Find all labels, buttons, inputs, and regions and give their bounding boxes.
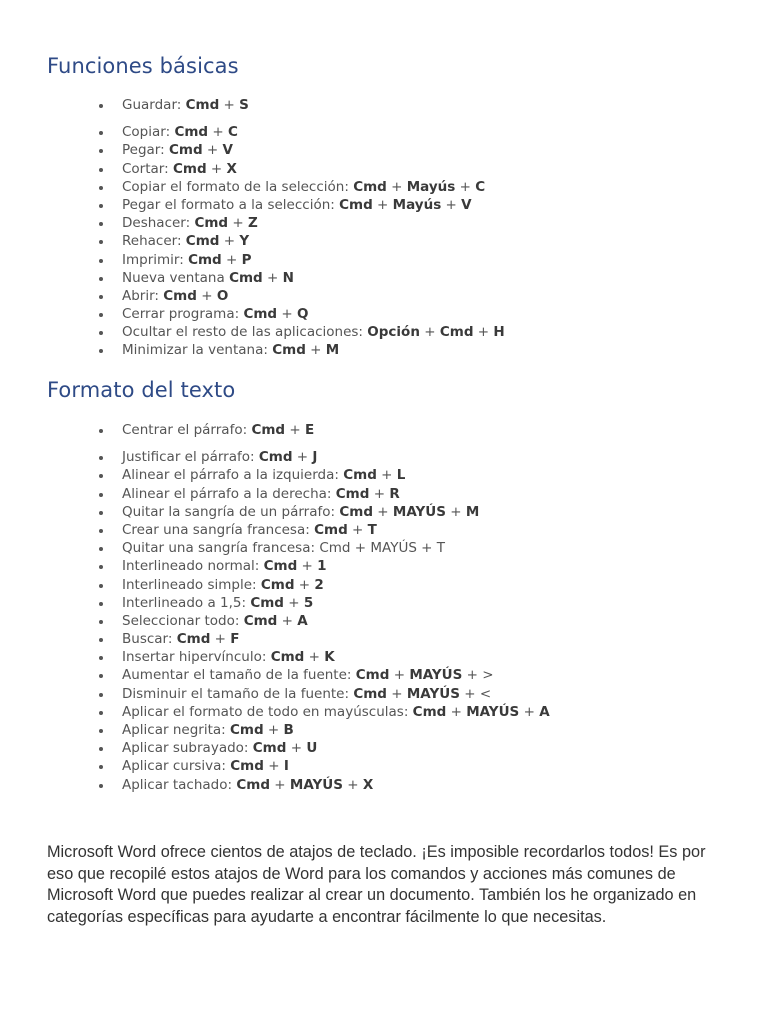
shortcut-key: Y: [239, 233, 250, 250]
shortcut-label: Justificar el párrafo:: [122, 449, 255, 466]
shortcut-item: [0, 466, 550, 484]
shortcut-key: R: [389, 485, 400, 502]
shortcut-key: F: [230, 631, 240, 648]
shortcut-label: Cortar:: [122, 160, 169, 177]
shortcut-item: [0, 757, 550, 775]
shortcut-label: Interlineado normal:: [122, 558, 260, 575]
shortcut-list-text-format: [0, 421, 550, 794]
shortcut-key: X: [226, 160, 237, 177]
shortcut-label: Ocultar el resto de las aplicaciones:: [122, 324, 363, 341]
shortcut-key: X: [362, 776, 374, 793]
shortcut-key: Cmd: [185, 233, 220, 250]
shortcut-label: Abrir:: [122, 287, 159, 304]
shortcut-plus: +: [372, 196, 393, 213]
shortcut-plus: +: [294, 576, 315, 593]
shortcut-item: [0, 160, 505, 178]
shortcut-plus: + >: [462, 667, 494, 684]
shortcut-plus: +: [347, 521, 368, 538]
shortcut-item: [0, 232, 505, 250]
shortcut-label: Rehacer:: [122, 233, 182, 250]
shortcut-label: Quitar la sangría de un párrafo:: [122, 503, 336, 520]
shortcut-key: L: [396, 467, 406, 484]
shortcut-key: 1: [317, 558, 327, 575]
shortcut-key: Cmd: [343, 467, 377, 484]
shortcut-item: [0, 448, 550, 466]
shortcut-key: Cmd: [230, 722, 264, 738]
shortcut-key: Cmd: [270, 649, 305, 666]
shortcut-key: T: [367, 521, 377, 538]
shortcut-key: E: [304, 422, 315, 438]
shortcut-key: Z: [248, 215, 258, 232]
shortcut-item: [0, 685, 550, 703]
shortcut-key: M: [465, 503, 480, 520]
shortcut-plus: +: [519, 703, 540, 720]
shortcut-key: M: [325, 342, 340, 359]
shortcut-plus: +: [419, 324, 440, 341]
shortcut-label: Alinear el párrafo a la izquierda:: [122, 467, 339, 484]
shortcut-key: Cmd: [163, 287, 197, 304]
shortcut-key: S: [239, 97, 249, 113]
shortcut-key: MAYÚS: [466, 703, 520, 720]
shortcut-key: Cmd: [260, 576, 295, 593]
shortcut-key: 5: [303, 594, 314, 611]
shortcut-plus: +: [221, 251, 242, 268]
shortcut-key: Q: [297, 306, 309, 323]
shortcut-key: Opción: [367, 324, 420, 341]
shortcut-label: Copiar:: [122, 124, 171, 141]
shortcut-label: Crear una sangría francesa:: [122, 521, 310, 538]
shortcut-key: Mayús: [392, 196, 442, 213]
shortcut-key: B: [283, 722, 294, 738]
shortcut-key: J: [312, 449, 318, 466]
shortcut-plus: +: [262, 269, 283, 286]
shortcut-item: [0, 721, 550, 739]
shortcut-label: Aplicar el formato de todo en mayúsculas:: [122, 703, 409, 720]
shortcut-label: Cerrar programa:: [122, 306, 240, 323]
shortcut-key: Cmd: [236, 776, 270, 793]
section-heading-basic-functions: Funciones básicas: [47, 54, 239, 78]
shortcut-label: Imprimir:: [122, 251, 184, 268]
shortcut-item: [0, 485, 550, 503]
shortcut-key: Cmd: [439, 324, 474, 341]
shortcut-label: Nueva ventana: [122, 269, 225, 286]
shortcut-item: [0, 594, 550, 612]
shortcut-item: [0, 178, 505, 196]
shortcut-key: Cmd: [230, 758, 264, 775]
shortcut-label: Copiar el formato de la selección:: [122, 178, 349, 195]
shortcut-item: [0, 269, 505, 287]
shortcut-key: H: [493, 324, 505, 341]
shortcut-label: Aplicar tachado:: [122, 776, 233, 793]
shortcut-key: Cmd: [339, 196, 373, 213]
shortcut-plus: +: [277, 306, 297, 323]
shortcut-key: C: [475, 178, 486, 195]
shortcut-label: Deshacer:: [122, 215, 191, 232]
shortcut-plus: +: [208, 124, 228, 141]
shortcut-item: [0, 305, 505, 323]
shortcut-label: Aplicar negrita:: [122, 722, 226, 738]
shortcut-key: 2: [314, 576, 324, 593]
shortcut-key: Cmd: [353, 178, 387, 195]
shortcut-key: Cmd: [250, 594, 284, 611]
shortcut-plus: +: [441, 196, 462, 213]
shortcut-item: [0, 521, 550, 539]
shortcut-key: MAYÚS: [409, 667, 463, 684]
shortcut-item: [0, 776, 550, 794]
shortcut-key: Cmd: [194, 215, 229, 232]
shortcut-plus: +: [283, 594, 304, 611]
shortcut-label: Centrar el párrafo:: [122, 422, 248, 438]
shortcut-item: [0, 214, 505, 232]
shortcut-key: K: [324, 649, 335, 666]
section-heading-text-format: Formato del texto: [47, 378, 236, 402]
shortcut-label: Aumentar el tamaño de la fuente:: [122, 667, 352, 684]
shortcut-item: [0, 576, 550, 594]
shortcut-label: Disminuir el tamaño de la fuente:: [122, 685, 350, 702]
shortcut-key: V: [461, 196, 472, 213]
shortcut-key: Cmd: [176, 631, 211, 648]
shortcut-label: Quitar una sangría francesa: Cmd + MAYÚS + T: [122, 540, 446, 557]
shortcut-key: Cmd: [243, 306, 278, 323]
shortcut-plus: +: [285, 422, 305, 438]
shortcut-item: [0, 557, 550, 575]
shortcut-key: MAYÚS: [392, 503, 446, 520]
shortcut-plus: +: [219, 97, 240, 113]
shortcut-key: Cmd: [355, 667, 390, 684]
shortcut-key: P: [241, 251, 252, 268]
shortcut-item: [0, 648, 550, 666]
shortcut-plus: +: [206, 160, 227, 177]
shortcut-item: [0, 739, 550, 757]
shortcut-key: A: [297, 612, 308, 629]
shortcut-plus: +: [286, 740, 307, 757]
shortcut-plus: +: [369, 485, 390, 502]
shortcut-key: Cmd: [272, 342, 306, 359]
shortcut-label: Alinear el párrafo a la derecha:: [122, 485, 332, 502]
shortcut-key: O: [216, 287, 229, 304]
shortcut-key: A: [539, 703, 550, 720]
shortcut-label: Pegar el formato a la selección:: [122, 196, 335, 213]
shortcut-key: Cmd: [263, 558, 298, 575]
shortcut-key: Cmd: [339, 503, 373, 520]
shortcut-plus: +: [263, 758, 284, 775]
shortcut-plus: + <: [459, 685, 492, 702]
shortcut-item: [0, 612, 550, 630]
shortcut-plus: +: [263, 722, 284, 738]
shortcut-plus: +: [202, 142, 223, 159]
shortcut-label: Interlineado simple:: [122, 576, 257, 593]
shortcut-plus: +: [228, 215, 248, 232]
shortcut-key: U: [306, 740, 318, 757]
shortcut-plus: +: [445, 503, 466, 520]
shortcut-plus: +: [269, 776, 290, 793]
shortcut-item: [0, 123, 505, 141]
shortcut-key: Cmd: [185, 97, 220, 113]
shortcut-key: Cmd: [229, 269, 263, 286]
shortcut-plus: +: [219, 233, 240, 250]
shortcut-label: Guardar:: [122, 97, 182, 113]
shortcut-label: Seleccionar todo:: [122, 612, 240, 629]
shortcut-item: [0, 251, 505, 269]
shortcut-key: Cmd: [335, 485, 370, 502]
shortcut-item: [0, 630, 550, 648]
shortcut-item: [0, 341, 505, 359]
shortcut-label: Aplicar subrayado:: [122, 740, 249, 757]
shortcut-plus: +: [305, 342, 326, 359]
shortcut-key: C: [227, 124, 238, 141]
shortcut-plus: +: [304, 649, 325, 666]
shortcut-item: [0, 421, 550, 439]
shortcut-item: [0, 287, 505, 305]
shortcut-key: Cmd: [412, 703, 447, 720]
shortcut-key: Cmd: [188, 251, 222, 268]
shortcut-label: Buscar:: [122, 631, 173, 648]
shortcut-plus: +: [196, 287, 217, 304]
shortcut-plus: +: [386, 685, 407, 702]
shortcut-plus: +: [376, 467, 397, 484]
shortcut-item: [0, 539, 550, 557]
shortcut-plus: +: [210, 631, 231, 648]
shortcut-label: Pegar:: [122, 142, 165, 159]
shortcut-label: Aplicar cursiva:: [122, 758, 226, 775]
shortcut-item: [0, 323, 505, 341]
shortcut-key: MAYÚS: [289, 776, 343, 793]
shortcut-key: Cmd: [172, 160, 207, 177]
intro-paragraph: Microsoft Word ofrece cientos de atajos de teclado. ¡Es imposible recordarlos todos! Es por eso que recopilé estos atajos de Word para los comandos y acciones más comunes de Microsoft Word que puedes realizar al crear un documento. También los he organizado en categorías específicas para ayudarte a encontrar fácilmente lo que necesitas.: [47, 843, 706, 926]
shortcut-label: Insertar hipervínculo:: [122, 649, 267, 666]
shortcut-key: Cmd: [168, 142, 203, 159]
shortcut-key: N: [282, 269, 294, 286]
shortcut-item: [0, 503, 550, 521]
shortcut-list-basic: [0, 96, 505, 360]
shortcut-item: [0, 196, 505, 214]
shortcut-label: Minimizar la ventana:: [122, 342, 268, 359]
shortcut-key: Mayús: [406, 178, 456, 195]
shortcut-item: [0, 666, 550, 684]
shortcut-key: Cmd: [258, 449, 293, 466]
shortcut-item: [0, 141, 505, 159]
shortcut-plus: +: [386, 178, 407, 195]
shortcut-key: Cmd: [174, 124, 209, 141]
shortcut-key: MAYÚS: [406, 685, 460, 702]
shortcut-item: [0, 96, 505, 114]
shortcut-plus: +: [297, 558, 318, 575]
shortcut-key: Cmd: [314, 521, 348, 538]
shortcut-plus: +: [455, 178, 476, 195]
shortcut-key: I: [283, 758, 289, 775]
shortcut-key: Cmd: [243, 612, 278, 629]
shortcut-key: Cmd: [353, 685, 387, 702]
shortcut-plus: +: [373, 503, 393, 520]
shortcut-plus: +: [446, 703, 467, 720]
shortcut-plus: +: [292, 449, 313, 466]
shortcut-key: V: [222, 142, 233, 159]
shortcut-plus: +: [342, 776, 363, 793]
shortcut-label: Interlineado a 1,5:: [122, 594, 247, 611]
shortcut-item: [0, 703, 550, 721]
shortcut-plus: +: [389, 667, 410, 684]
shortcut-plus: +: [277, 612, 298, 629]
shortcut-key: Cmd: [252, 740, 287, 757]
shortcut-key: Cmd: [251, 422, 286, 438]
shortcut-plus: +: [473, 324, 494, 341]
